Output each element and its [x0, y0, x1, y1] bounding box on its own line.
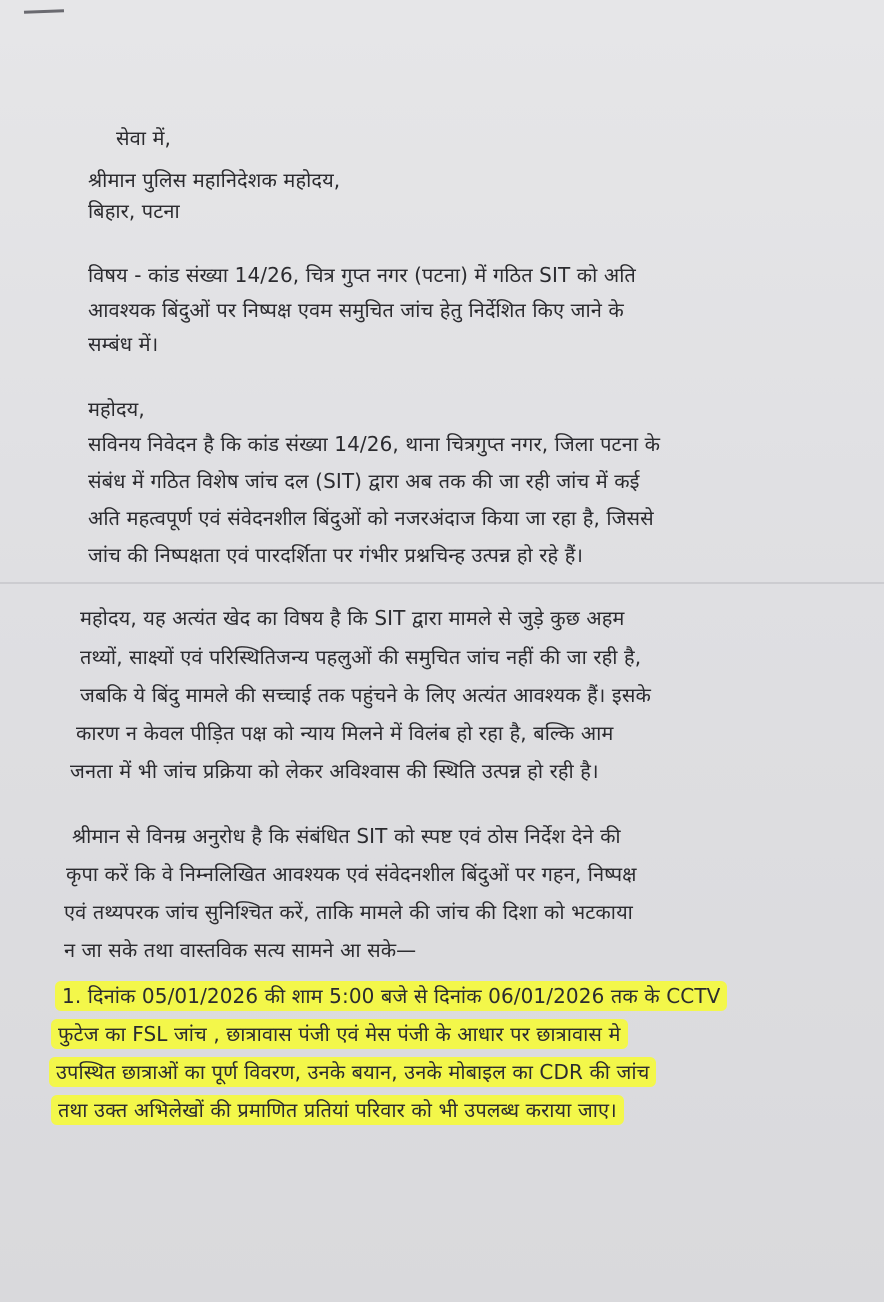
para3-line-1: श्रीमान से विनम्र अनुरोध है कि संबंधित SIT को स्पष्ट एवं ठोस निर्देश देने की: [72, 824, 621, 848]
para2-line-4: कारण न केवल पीड़ित पक्ष को न्याय मिलने में विलंब हो रहा है, बल्कि आम: [76, 721, 614, 745]
point1-line-4-text: तथा उक्त अभिलेखों की प्रमाणित प्रतियां परिवार को भी उपलब्ध कराया जाए।: [54, 1098, 621, 1122]
address-line-1: सेवा में,: [116, 126, 171, 150]
para2-line-3: जबकि ये बिंदु मामले की सच्चाई तक पहुंचने के लिए अत्यंत आवश्यक हैं। इसके: [80, 683, 651, 707]
para2-line-5: जनता में भी जांच प्रक्रिया को लेकर अविश्वास की स्थिति उत्पन्न हो रही है।: [70, 759, 599, 783]
salutation: महोदय,: [88, 397, 145, 421]
para1-line-4: जांच की निष्पक्षता एवं पारदर्शिता पर गंभीर प्रश्नचिन्ह उत्पन्न हो रहे हैं।: [88, 543, 584, 567]
para3-line-2: कृपा करें कि वे निम्नलिखित आवश्यक एवं संवेदनशील बिंदुओं पर गहन, निष्पक्ष: [66, 862, 637, 886]
para3-line-4: न जा सके तथा वास्तविक सत्य सामने आ सके—: [64, 938, 417, 962]
point1-line-2: [58, 1020, 625, 1048]
point1-line-2-text: फुटेज का FSL जांच , छात्रावास पंजी एवं मेस पंजी के आधार पर छात्रावास मे: [54, 1022, 625, 1046]
point1-line-3: [56, 1058, 653, 1086]
point1-line-1: [62, 982, 724, 1010]
para1-line-2: संबंध में गठित विशेष जांच दल (SIT) द्वारा अब तक की जा रही जांच में कई: [88, 469, 640, 493]
subject-line-3: सम्बंध में।: [88, 332, 159, 356]
address-line-3: बिहार, पटना: [88, 199, 180, 223]
para1-line-1: सविनय निवेदन है कि कांड संख्या 14/26, थाना चित्रगुप्त नगर, जिला पटना के: [88, 432, 661, 456]
subject-line-1: विषय - कांड संख्या 14/26, चित्र गुप्त नगर (पटना) में गठित SIT को अति: [88, 263, 636, 287]
subject-line-2: आवश्यक बिंदुओं पर निष्पक्ष एवम समुचित जांच हेतु निर्देशित किए जाने के: [88, 298, 624, 322]
para2-line-2: तथ्यों, साक्ष्यों एवं परिस्थितिजन्य पहलुओं की समुचित जांच नहीं की जा रही है,: [80, 645, 642, 669]
para1-line-3: अति महत्वपूर्ण एवं संवेदनशील बिंदुओं को नजरअंदाज किया जा रहा है, जिससे: [88, 506, 654, 530]
point1-line-1-text: 1. दिनांक 05/01/2026 की शाम 5:00 बजे से दिनांक 06/01/2026 तक के CCTV: [58, 984, 724, 1008]
point1-line-4: [58, 1096, 621, 1124]
address-line-2: श्रीमान पुलिस महानिदेशक महोदय,: [88, 168, 341, 192]
point1-line-3-text: उपस्थित छात्राओं का पूर्ण विवरण, उनके बयान, उनके मोबाइल का CDR की जांच: [52, 1060, 653, 1084]
para2-line-1: महोदय, यह अत्यंत खेद का विषय है कि SIT द्वारा मामले से जुड़े कुछ अहम: [80, 606, 625, 630]
para3-line-3: एवं तथ्यपरक जांच सुनिश्चित करें, ताकि मामले की जांच की दिशा को भटकाया: [64, 900, 633, 924]
paper-fold-line: [0, 582, 884, 584]
pen-mark: [24, 9, 64, 13]
